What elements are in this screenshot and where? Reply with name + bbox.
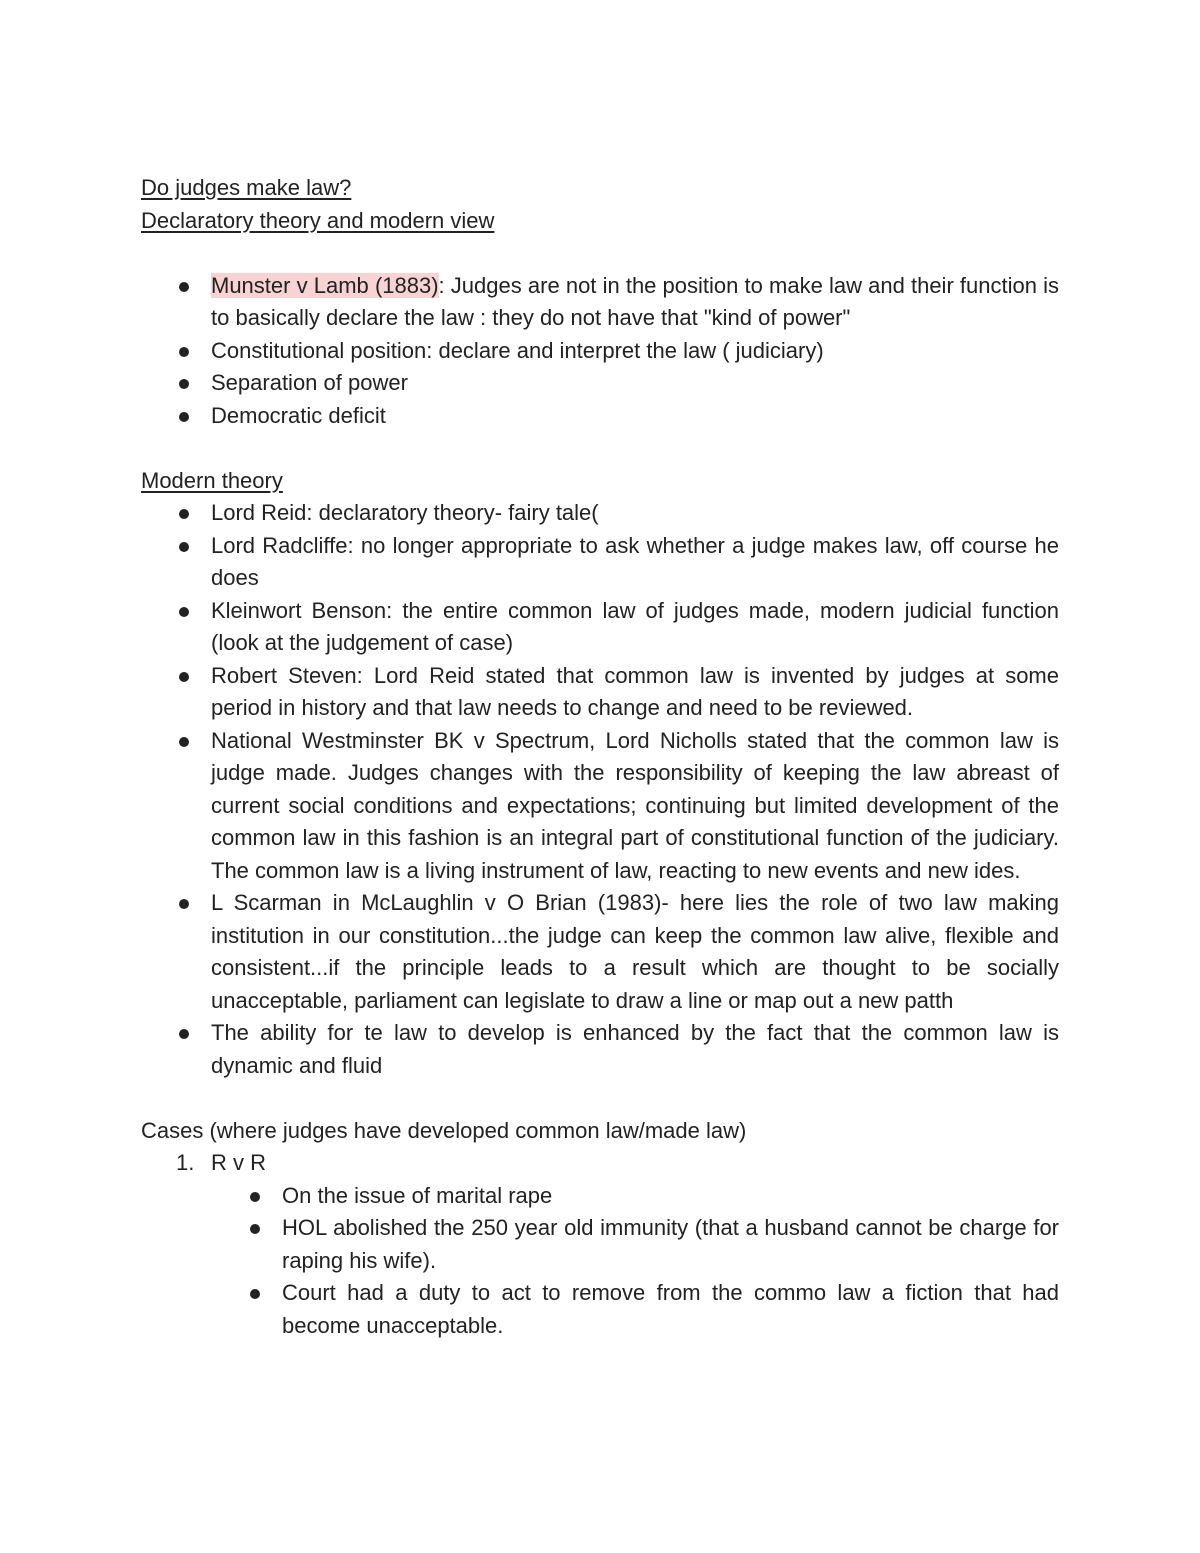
list-item: Court had a duty to act to remove from the commo law a fiction that had become unacceptable. <box>141 1277 1059 1342</box>
list-item: Lord Reid: declaratory theory- fairy tale( <box>141 497 1059 530</box>
list-item: HOL abolished the 250 year old immunity (that a husband cannot be charge for raping his wife). <box>141 1212 1059 1277</box>
list-item-text: : Judges are not in the position to make law and their function is to basically declare the law : they do not have that "kind of power" <box>211 272 1060 330</box>
list-item: Separation of power <box>141 367 1059 400</box>
list-item: Kleinwort Benson: the entire common law of judges made, modern judicial function (look at the judgement of case) <box>141 595 1059 660</box>
list-item: Robert Steven: Lord Reid stated that common law is invented by judges at some period in history and that law needs to change and need to be reviewed. <box>141 660 1059 725</box>
declaratory-list <box>141 270 1059 433</box>
modern-theory-heading: Modern theory <box>141 467 283 493</box>
modern-theory-list <box>141 497 1059 1082</box>
spacer <box>141 432 1059 465</box>
list-item: L Scarman in McLaughlin v O Brian (1983)- here lies the role of two law making institution in our constitution...the judge can keep the common law alive, flexible and consistent...if the principle leads to a result which are thought to be socially unacceptable, parliament can legislate to draw a line or map out a new patth <box>141 887 1059 1017</box>
document-title: Do judges make law? <box>141 175 352 200</box>
case-points-list <box>141 1180 1059 1343</box>
case-name: R v R <box>211 1150 266 1175</box>
list-item: Constitutional position: declare and interpret the law ( judiciary) <box>141 335 1059 368</box>
spacer <box>141 1082 1059 1115</box>
list-item: Democratic deficit <box>141 400 1059 433</box>
numbered-item <box>141 1147 1059 1180</box>
list-item: Lord Radcliffe: no longer appropriate to ask whether a judge makes law, off course he does <box>141 530 1059 595</box>
document-subtitle: Declaratory theory and modern view <box>141 207 495 233</box>
cases-heading: Cases (where judges have developed common law/made law) <box>141 1117 747 1143</box>
highlighted-case: Munster v Lamb (1883) <box>211 272 439 298</box>
item-number: 1. <box>176 1150 195 1175</box>
list-item <box>141 270 1059 335</box>
list-item: National Westminster BK v Spectrum, Lord Nicholls stated that the common law is judge made. Judges changes with the responsibility of keeping the law abreast of current social conditions and expectations; continuing but limited development of the common law in this fashion is an integral part of constitutional function of the judiciary. The common law is a living instrument of law, reacting to new events and new ides. <box>141 725 1059 888</box>
document-page <box>141 172 1059 1342</box>
list-item: The ability for te law to develop is enhanced by the fact that the common law is dynamic and fluid <box>141 1017 1059 1082</box>
spacer <box>141 237 1059 270</box>
list-item: On the issue of marital rape <box>141 1180 1059 1213</box>
